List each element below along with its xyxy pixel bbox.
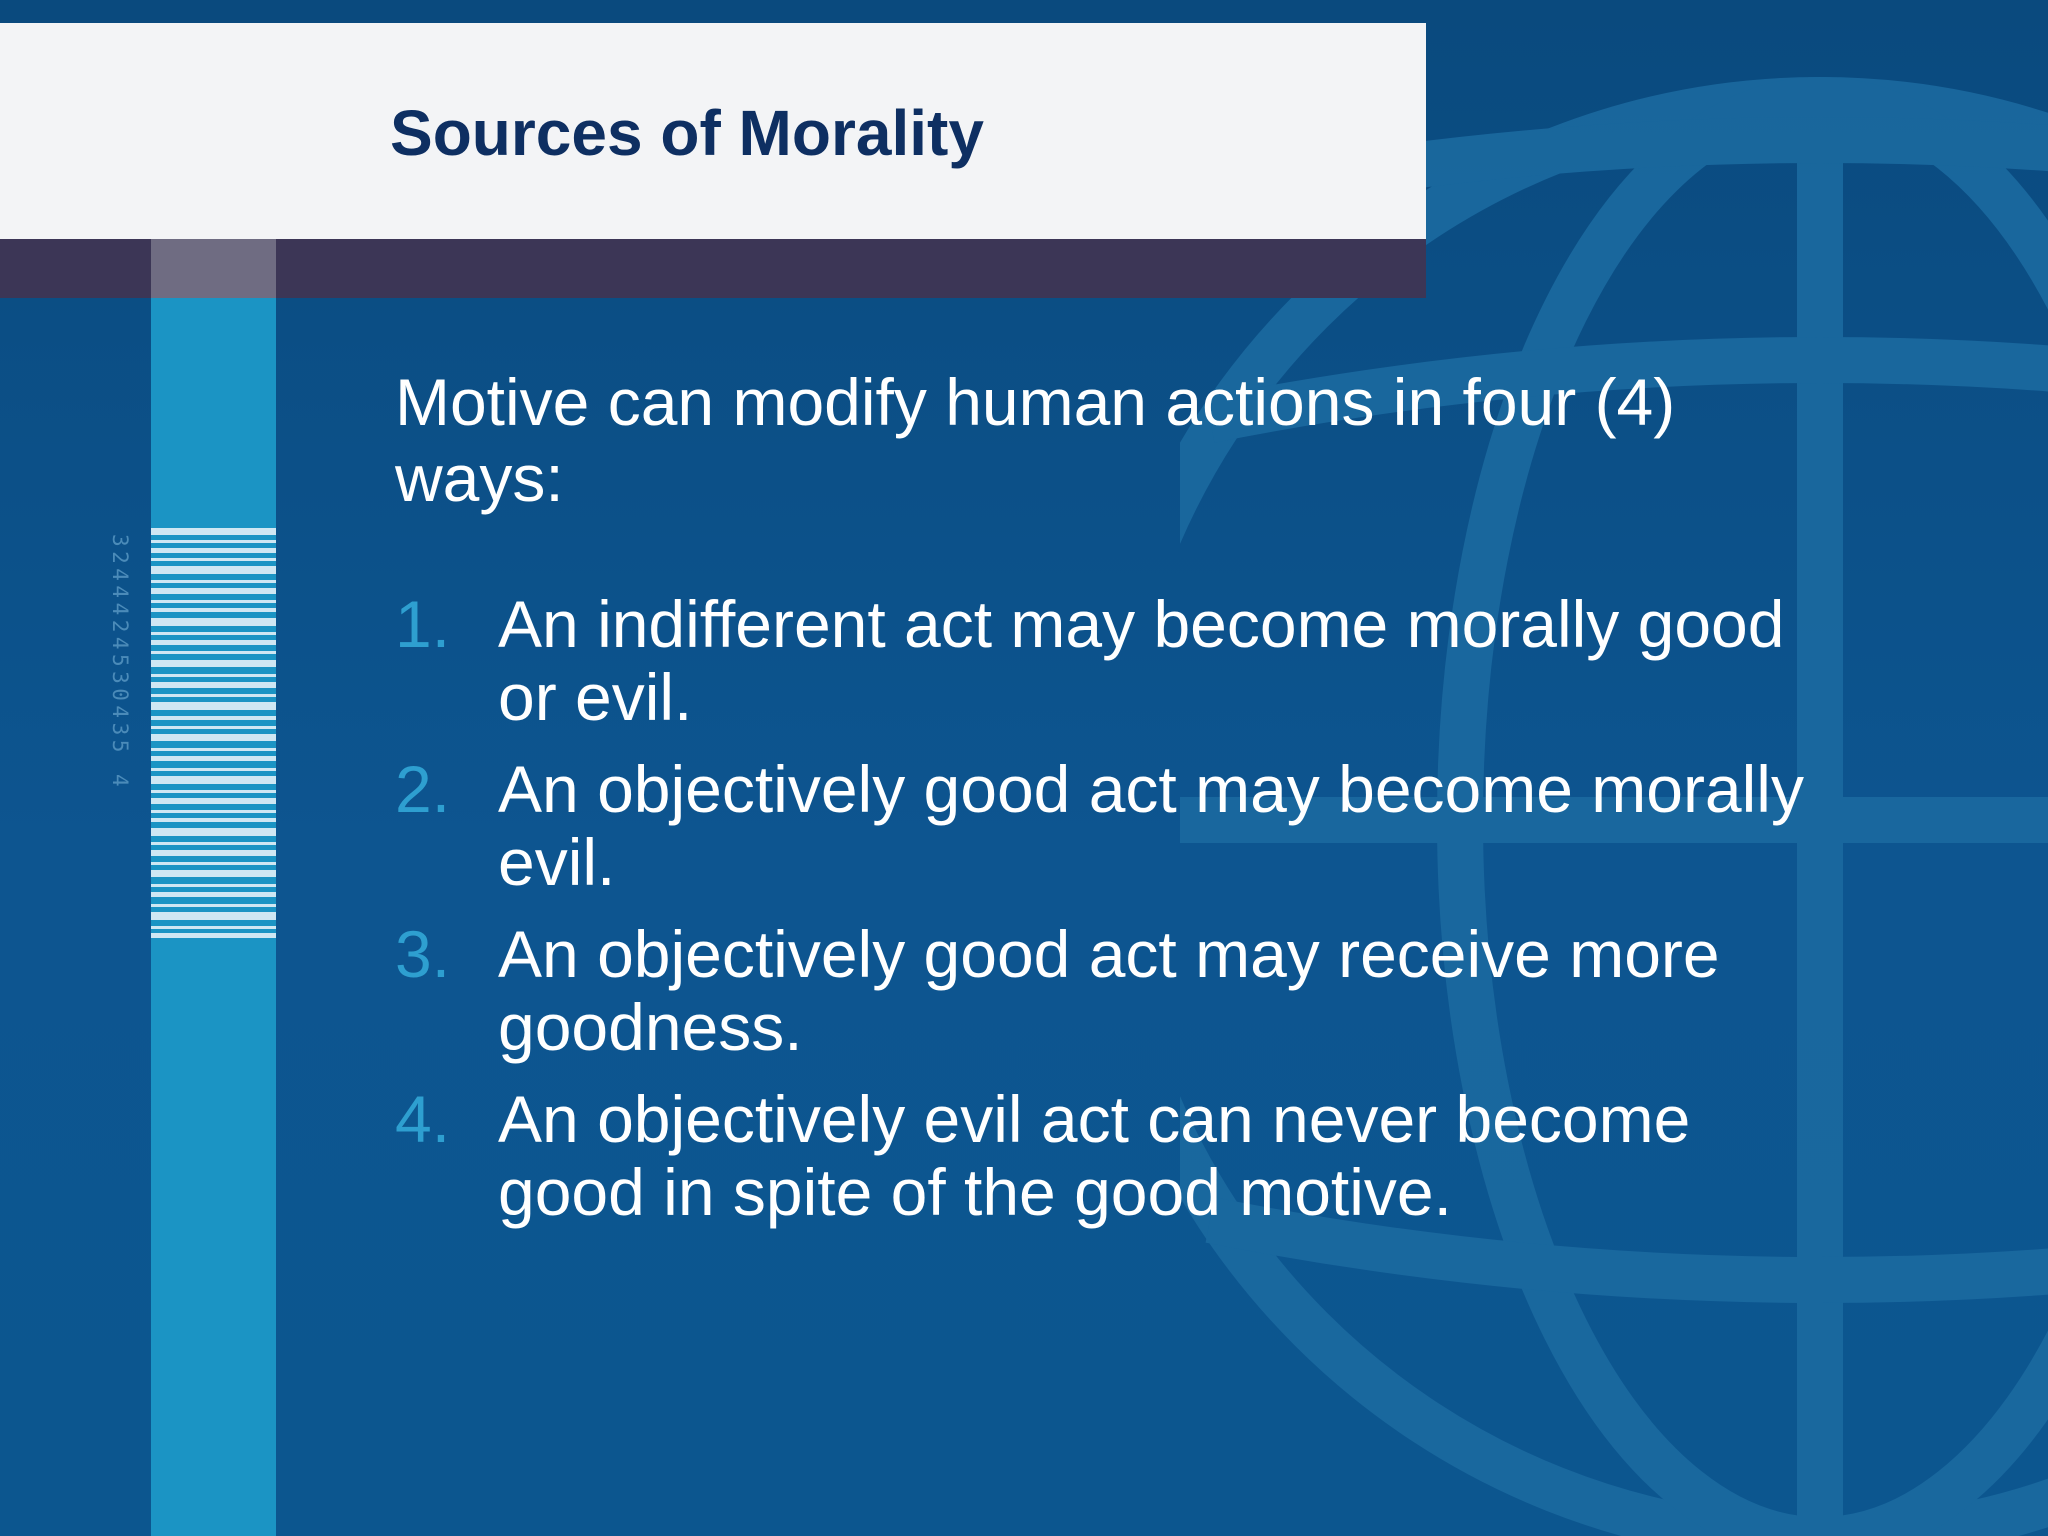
list-item <box>395 918 1815 1064</box>
vertical-stripe-top <box>151 239 276 298</box>
barcode-digits <box>100 534 140 944</box>
list-number: 4. <box>395 1082 451 1156</box>
list-number: 2. <box>395 752 451 826</box>
list-item-text: An objectively good act may receive more goodness. <box>498 917 1720 1064</box>
list-item <box>395 753 1815 899</box>
list-number: 1. <box>395 587 451 661</box>
list-item <box>395 1083 1815 1229</box>
list-number: 3. <box>395 917 451 991</box>
barcode-graphic-icon <box>151 524 276 939</box>
list-item-text: An indifferent act may become morally good or evil. <box>498 587 1785 734</box>
motive-list <box>395 588 1815 1248</box>
list-item-text: An objectively evil act can never become good in spite of the good motive. <box>498 1082 1691 1229</box>
slide-title: Sources of Morality <box>390 97 984 169</box>
barcode-digits-text: 3244424530435 4 <box>108 534 132 792</box>
list-item-text: An objectively good act may become morally evil. <box>498 752 1804 899</box>
intro-text: Motive can modify human actions in four (4) ways: <box>395 365 1676 515</box>
list-item <box>395 588 1815 734</box>
